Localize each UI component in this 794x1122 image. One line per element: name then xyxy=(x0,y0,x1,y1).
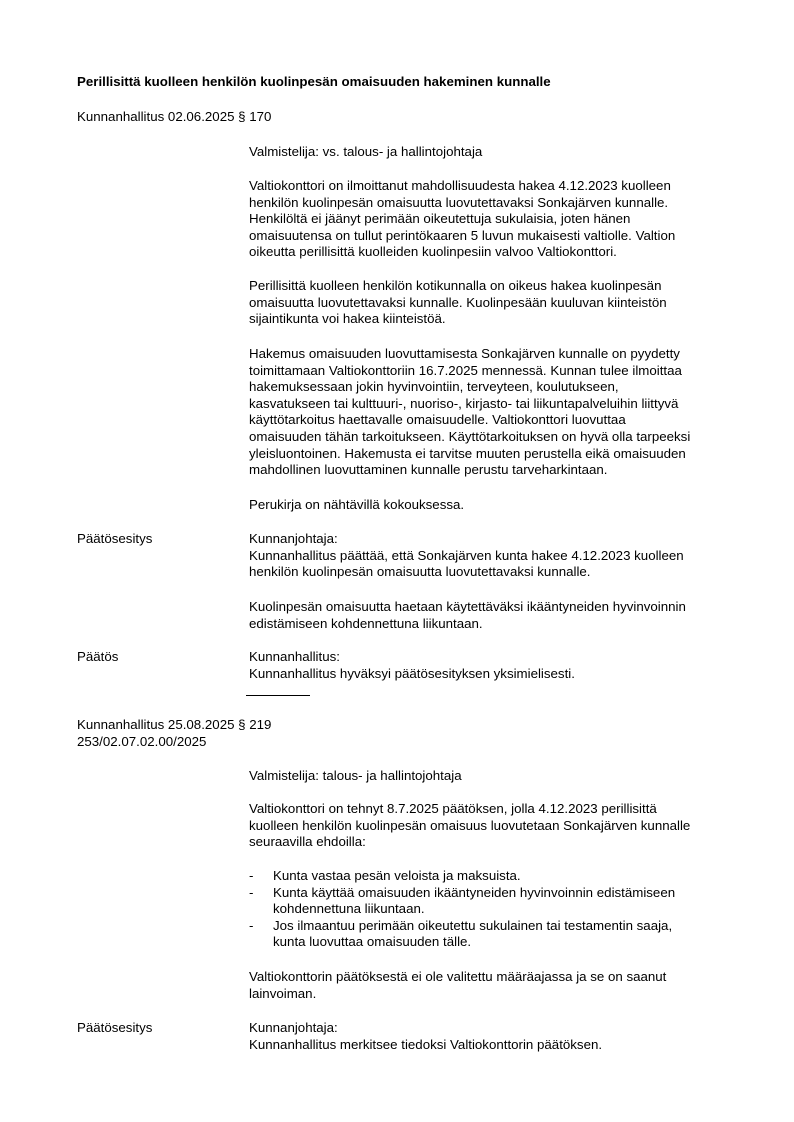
text-line: yleisluontoinen. Hakemusta ei tarvitse muuten perustella eikä omaisuuden xyxy=(249,445,686,461)
meeting-heading-1: Kunnanhallitus 02.06.2025 § 170 xyxy=(77,109,272,124)
bullet-marker: - xyxy=(249,917,254,933)
text-line: kunta luovuttaa omaisuuden tälle. xyxy=(273,934,472,950)
paragraph-1-2 xyxy=(249,278,749,328)
text-line: omaisuutta luovutettavaksi kunnalle. Kuolinpesään kuuluvan kiinteistön xyxy=(249,294,667,310)
text-line: Valtiokonttori on ilmoittanut mahdollisuudesta hakea 4.12.2023 kuolleen xyxy=(249,178,671,193)
text-line: henkilön kuolinpesän omaisuutta luovutettavaksi kunnalle. xyxy=(249,564,591,580)
meeting-line: Kunnanhallitus 25.08.2025 § 219 xyxy=(77,717,272,732)
paragraph-2-2 xyxy=(249,969,749,1002)
proposal-label-2: Päätösesitys xyxy=(77,1020,153,1035)
text-line: Jos ilmaantuu perimään oikeutettu sukulainen tai testamentin saaja, xyxy=(273,917,673,933)
preparer-2: Valmistelija: talous- ja hallintojohtaja xyxy=(249,768,462,783)
text-line: toimittamaan Valtiokonttoriin 16.7.2025 mennessä. Kunnan tulee ilmoittaa xyxy=(249,362,682,378)
text-line: omaisuuden tähän tarkoitukseen. Käyttötarkoituksen on hyvä olla tarpeeksi xyxy=(249,428,691,444)
document-title: Perillisittä kuolleen henkilön kuolinpesän omaisuuden hakeminen kunnalle xyxy=(77,74,551,89)
meeting-heading-2 xyxy=(77,717,271,750)
proposal-author: Kunnanjohtaja: xyxy=(249,1020,338,1035)
text-line: lainvoiman. xyxy=(249,985,317,1001)
text-line: Kunta käyttää omaisuuden ikääntyneiden hyvinvoinnin edistämiseen xyxy=(273,884,676,900)
proposal-2 xyxy=(249,1020,749,1053)
text-line: oikeutta perillisittä kuolleiden kuolinpesiin valvoo Valtiokonttori. xyxy=(249,244,617,260)
proposal-1 xyxy=(249,531,749,581)
proposal-label-1: Päätösesitys xyxy=(77,531,153,546)
text-line: Valtiokonttorin päätöksestä ei ole valitettu määräajassa ja se on saanut xyxy=(249,969,667,984)
text-line: kuolleen henkilön kuolinpesän omaisuus luovutetaan Sonkajärven kunnalle xyxy=(249,817,691,833)
conditions-list xyxy=(249,868,749,951)
paragraph-2-1 xyxy=(249,801,749,851)
preparer-1: Valmistelija: vs. talous- ja hallintojohtaja xyxy=(249,144,483,159)
text-line: Kuolinpesän omaisuutta haetaan käytettäväksi ikääntyneiden hyvinvoinnin xyxy=(249,599,686,614)
paragraph-1-4: Perukirja on nähtävillä kokouksessa. xyxy=(249,497,465,512)
text-line: hakemuksessaan jokin hyvinvointiin, terveyteen, koulutukseen, xyxy=(249,379,619,395)
paragraph-1-1 xyxy=(249,178,749,261)
text-line: seuraavilla ehdoilla: xyxy=(249,834,366,850)
text-line: kohdennettuna liikuntaan. xyxy=(273,901,425,917)
decision-text: Kunnanhallitus hyväksyi päätösesityksen yksimielisesti. xyxy=(249,665,575,681)
text-line: Hakemus omaisuuden luovuttamisesta Sonkajärven kunnalle on pyydetty xyxy=(249,346,680,361)
text-line: Valtiokonttori on tehnyt 8.7.2025 päätöksen, jolla 4.12.2023 perillisittä xyxy=(249,801,657,816)
text-line: Kunta vastaa pesän veloista ja maksuista. xyxy=(273,868,521,883)
text-line: mahdollinen luovuttaminen kunnalle perustu tarveharkintaan. xyxy=(249,462,608,478)
section-divider xyxy=(246,695,310,696)
bullet-marker: - xyxy=(249,884,254,900)
bullet-marker: - xyxy=(249,868,254,883)
list-item xyxy=(249,918,749,951)
proposal-extra-1 xyxy=(249,599,749,632)
decision-author: Kunnanhallitus: xyxy=(249,649,340,664)
decision-label: Päätös xyxy=(77,649,119,664)
paragraph-1-3 xyxy=(249,346,749,479)
proposal-text: Kunnanhallitus merkitsee tiedoksi Valtiokonttorin päätöksen. xyxy=(249,1036,603,1052)
text-line: henkilön kuolinpesän omaisuutta luovutettavaksi Sonkajärven kunnalle. xyxy=(249,194,669,210)
text-line: käyttötarkoitus haettavalle omaisuudelle. Valtiokonttori luovuttaa xyxy=(249,412,626,428)
text-line: Henkilöltä ei jäänyt perimään oikeutettuja sukulaisia, joten hänen xyxy=(249,211,631,227)
list-item xyxy=(249,885,749,918)
text-line: edistämiseen kohdennettuna liikuntaan. xyxy=(249,615,483,631)
text-line: kasvatukseen tai kulttuuri-, nuoriso-, kirjasto- tai liikuntapalveluihin liittyvä xyxy=(249,395,679,411)
case-reference: 253/02.07.02.00/2025 xyxy=(77,733,207,749)
list-item xyxy=(249,868,749,885)
proposal-author: Kunnanjohtaja: xyxy=(249,531,338,546)
text-line: Perillisittä kuolleen henkilön kotikunnalla on oikeus hakea kuolinpesän xyxy=(249,278,662,293)
text-line: sijaintikunta voi hakea kiinteistöä. xyxy=(249,311,446,327)
text-line: Kunnanhallitus päättää, että Sonkajärven kunta hakee 4.12.2023 kuolleen xyxy=(249,547,684,563)
text-line: omaisuutensa on tullut perintökaaren 5 luvun mukaisesti valtiolle. Valtion xyxy=(249,227,676,243)
decision-1 xyxy=(249,649,749,682)
